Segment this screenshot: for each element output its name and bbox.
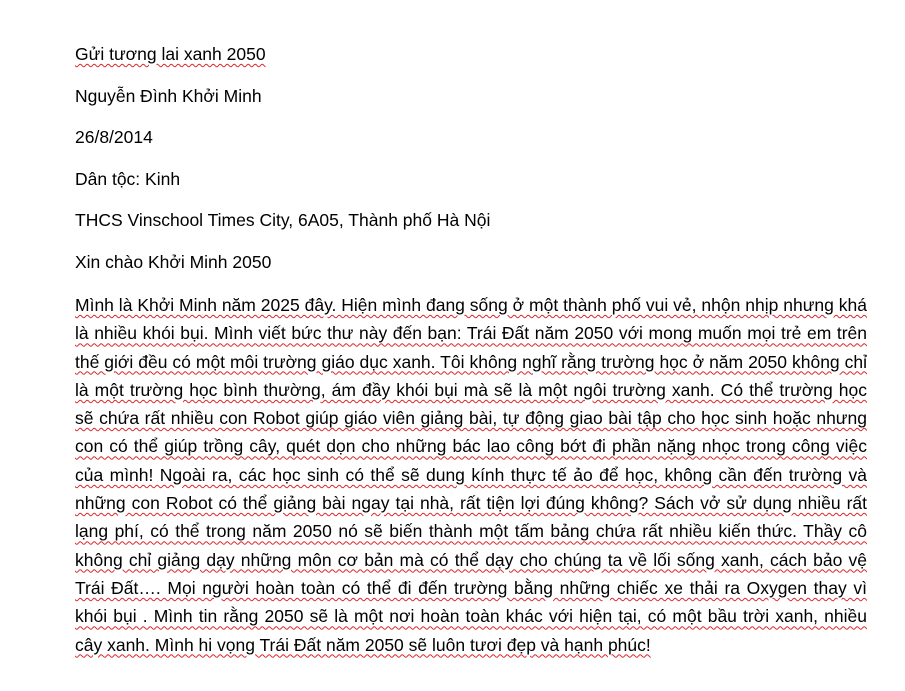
ethnicity-line: Dân tộc: Kinh — [75, 168, 181, 189]
school-line: THCS Vinschool Times City, 6A05, Thành phố Hà Nội — [75, 210, 491, 230]
letter-date: 26/8/2014 — [75, 127, 153, 147]
author-name: Nguyễn Đình Khởi Minh — [75, 85, 262, 106]
greeting-line: Xin chào Khởi Minh 2050 — [75, 251, 272, 272]
letter-body: Mình là Khởi Minh năm 2025 đây. Hiện mình đang sống ở một thành phố vui vẻ, nhộn nhịp nhưng khá là nhiều khói bụi. Mình viết bức thư này đến bạn: Trái Đất năm 2050 với mong muốn mọi trẻ em trên thế giới đều có một môi trường giáo dục xanh. Tôi không nghĩ rằng trường học ở năm 2050 không chỉ là một trường học bình thường, ám đầy khói bụi mà sẽ là một ngôi trường xanh. Có thể trường học sẽ chứa rất nhiều con Robot giúp giáo viên giảng bài, tự động giao bài tập cho học sinh hoặc nhưng con có thể giúp trồng cây, quét dọn cho những bác lao công bớt đi phần nặng nhọc trong công việc của mình! Ngoài ra, các học sinh có thể sẽ dung kính thực tế ảo để học, không cần đến trường và những con Robot có thể giảng bài ngay tại nhà, rất tiện lợi đúng không? Sách vở sử dụng nhiều rất lạng phí, có thể trong năm 2050 nó sẽ biến thành một tấm bảng chứa rất nhiều kiến thức. Thầy cô không chỉ giảng dạy những môn cơ bản mà có thể dạy cho chúng ta về lối sống xanh, cách bảo vệ Trái Đất…. Mọi người hoàn toàn có thể đi đến trường bằng những chiếc xe thải ra Oxygen thay vì khói bụi . Mình tin rằng 2050 sẽ là một nơi hoàn toàn khác với hiện tại, có một bầu trời xanh, nhiều cây xanh. Mình hi vọng Trái Đất năm 2050 sẽ luôn tươi đẹp và hạnh phúc! — [75, 295, 867, 655]
letter-title: Gửi tương lai xanh 2050 — [75, 44, 266, 64]
